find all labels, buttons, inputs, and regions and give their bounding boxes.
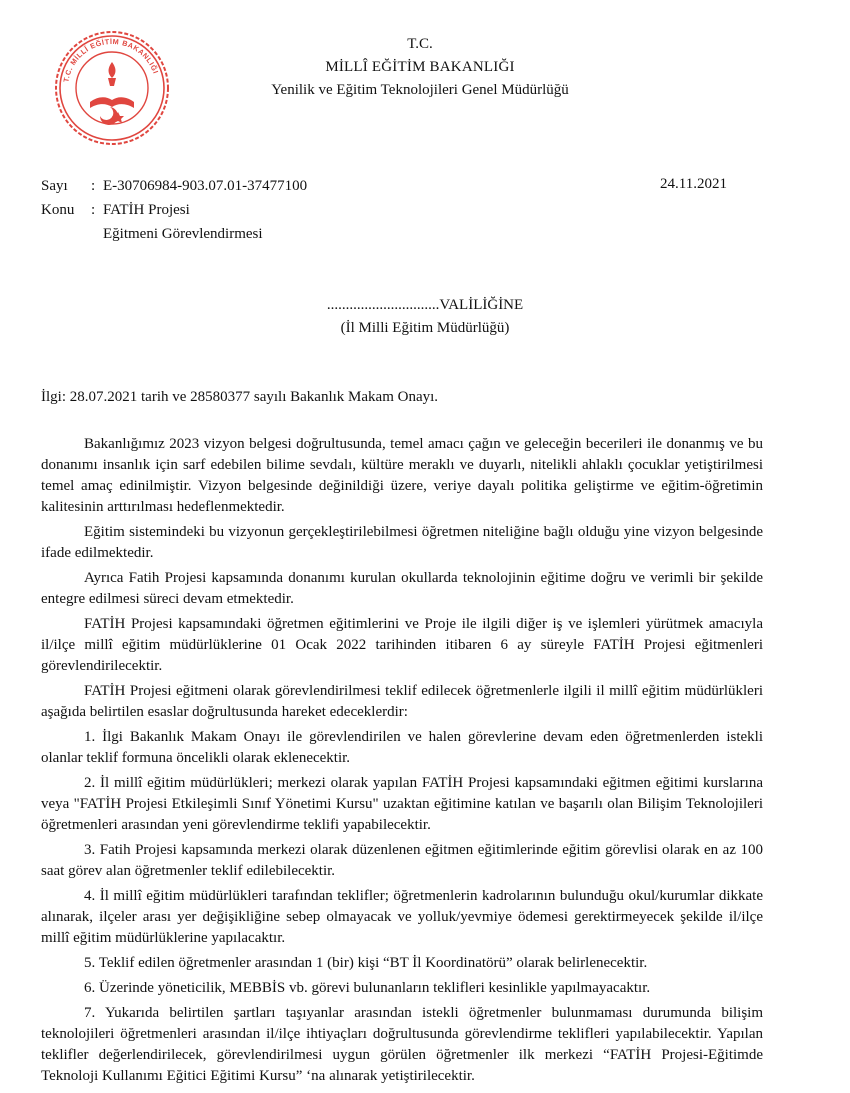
body-paragraph: Bakanlığımız 2023 vizyon belgesi doğrultusunda, temel amacı çağın ve geleceğin becerileri ile donanmış ve bu donanımı insanlık için sarf edebilen bilime sevdalı, kültüre meraklı ve duyarlı, nitelikli ahlaklı çocuklar yetiştirilmesi temel amaç edinilmiştir. Vizyon belgesinde değinildiği üzere, veriye dayalı politika geliştirme ve eğitim-öğretimin kalitesinin arttırılması hedeflenmektedir. (41, 436, 763, 515)
body-paragraph: 5. Teklif edilen öğretmenler arasından 1 (bir) kişi “BT İl Koordinatörü” olarak belirlenecektir. (84, 955, 648, 971)
body-paragraph: FATİH Projesi kapsamındaki öğretmen eğitimlerini ve Proje ile ilgili diğer iş ve işlemleri yürütmek amacıyla il/ilçe millî eğitim müdürlüklerine 01 Ocak 2022 tarihinden itibaren 6 ay süreyle FATİH Projesi eğitmenleri görevlendirilecektir. (41, 616, 763, 674)
body-paragraph: 1. İlgi Bakanlık Makam Onayı ile görevlendirilen ve halen görevlerine devam eden öğretmenlerden istekli olanlar teklif formuna öncelikli olarak eklenecektir. (41, 729, 763, 766)
letter-body (41, 434, 763, 1091)
body-paragraph: Eğitim sistemindeki bu vizyonun gerçekleştirilebilmesi öğretmen niteliğine bağlı olduğu yine vizyon belgesinde ifade edilmektedir. (41, 524, 763, 561)
svg-text:T.C. MİLLÎ EĞİTİM BAKANLIĞI: T.C. MİLLÎ EĞİTİM BAKANLIĞI (61, 36, 161, 83)
body-paragraph: FATİH Projesi eğitmeni olarak görevlendirilmesi teklif edilecek öğretmenlerle ilgili il millî eğitim müdürlükleri aşağıda belirtilen esaslar doğrultusunda hareket edeceklerdir: (41, 683, 763, 720)
body-paragraph: 6. Üzerinde yöneticilik, MEBBİS vb. görevi bulunanların teklifleri kesinlikle yapılmayacaktır. (84, 980, 651, 996)
letterhead-country: T.C. (407, 36, 433, 52)
body-paragraph: Ayrıca Fatih Projesi kapsamında donanımı kurulan okullarda teknolojinin eğitime doğru ve verimli bir şekilde entegre edilmesi süreci devam etmektedir. (41, 570, 763, 607)
body-paragraph: 2. İl millî eğitim müdürlükleri; merkezi olarak yapılan FATİH Projesi kapsamındaki eğitmen eğitimi kurslarına veya "FATİH Projesi Etkileşimli Sınıf Yönetimi Kursu" uzaktan eğitimine katılan ve başarılı olan Bilişim Teknolojileri öğretmenleri arasından yeni görevlendirme teklifi yapabilecektir. (41, 775, 763, 833)
konu-label: Konu (41, 202, 75, 218)
ministry-seal-logo (52, 28, 172, 148)
addressee-line-2: (İl Milli Eğitim Müdürlüğü) (340, 320, 510, 336)
addressee-line-1: ..............................VALİLİĞİNE (326, 297, 524, 313)
document-date: 24.11.2021 (660, 176, 727, 192)
reference-number-row: Sayı : E-30706984-903.07.01-37477100 (41, 176, 307, 197)
konu-line-2: Eğitmeni Görevlendirmesi (103, 226, 263, 242)
subject-row: Konu : FATİH Projesi (41, 200, 190, 221)
konu-line-1: FATİH Projesi (103, 202, 190, 218)
reference-ilgi: İlgi: 28.07.2021 tarih ve 28580377 sayılı Bakanlık Makam Onayı. (41, 389, 439, 405)
body-paragraph: 3. Fatih Projesi kapsamında merkezi olarak düzenlenen eğitmen eğitimlerinde eğitim görevlisi olarak en az 100 saat görev alan öğretmenler teklif edilebilecektir. (41, 842, 763, 879)
body-paragraph: 4. İl millî eğitim müdürlükleri tarafından teklifler; öğretmenlerin kadrolarının bulunduğu okul/kurumlar dikkate alınarak, ilçeler arası yer değişikliğine sebep olmayacak ve yolluk/yevmiye ödemesi gerektirmeyecek şekilde il/ilçe millî eğitim müdürlüklerine yapılacaktır. (41, 888, 763, 946)
sayi-label: Sayı (41, 178, 68, 194)
letterhead-ministry: MİLLÎ EĞİTİM BAKANLIĞI (325, 59, 515, 75)
body-paragraph: 7. Yukarıda belirtilen şartları taşıyanlar arasından istekli öğretmenler bulunmaması durumunda bilişim teknolojileri öğretmenleri arasından il/ilçe ihtiyaçları doğrultusunda görevlendirme teklifleri yapılabilecektir. Yapılan teklifler değerlendirilecek, görevlendirilmesi uygun görülen öğretmenler ilk merkezi “FATİH Projesi-Eğitimde Teknoloji Kullanımı Eğitici Eğitimi Kursu” ‘na alınarak yetiştirilecektir. (41, 1005, 763, 1084)
sayi-value: E-30706984-903.07.01-37477100 (103, 178, 308, 194)
letterhead-directorate: Yenilik ve Eğitim Teknolojileri Genel Müdürlüğü (271, 82, 569, 98)
